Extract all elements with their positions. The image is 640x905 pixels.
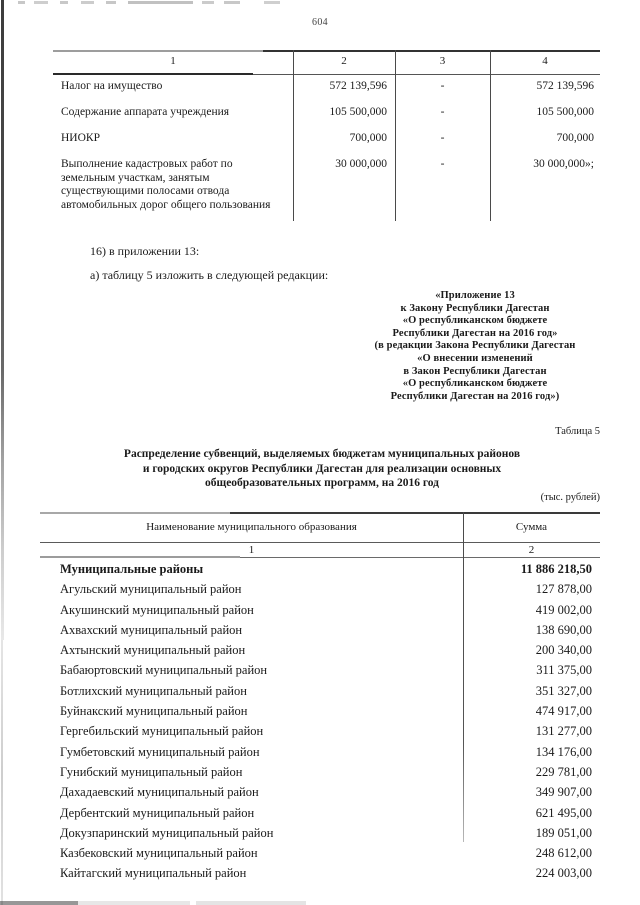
scan-artifact-bottom	[0, 901, 310, 905]
row-value: 621 495,00	[535, 805, 592, 820]
row-value-3: -	[440, 80, 445, 92]
table-row	[40, 724, 600, 744]
table-row	[40, 643, 600, 663]
row-value: 349 907,00	[535, 785, 592, 800]
row-value: 248 612,00	[535, 846, 592, 861]
row-name: Дахадаевский муниципальный район	[60, 785, 259, 800]
units-note: (тыс. рублей)	[540, 492, 600, 503]
table-row	[40, 684, 600, 704]
table-row	[40, 826, 600, 846]
row-value-2: 30 000,000	[335, 158, 387, 170]
table-body	[40, 562, 600, 887]
title-line-2: и городских округов Республики Дагестан для реализации основных	[142, 462, 502, 475]
row-name: Докузпаринский муниципальный район	[60, 825, 274, 840]
column-number-2: 2	[528, 544, 535, 556]
row-value-3: -	[440, 158, 445, 170]
row-name: Выполнение кадастровых работ по земельным участкам, занятым существующими полосами отвода автомобильных дорог общего пользования	[61, 158, 271, 211]
row-name: Содержание аппарата учреждения	[61, 106, 230, 118]
appendix-line-4: Республики Дагестан на 2016 год»	[392, 327, 558, 339]
row-name: Кайтагский муниципальный район	[60, 866, 247, 881]
row-name: Налог на имущество	[61, 80, 163, 92]
table-row	[40, 806, 600, 826]
row-value-3: -	[440, 132, 445, 144]
appendix-line-9: Республики Дагестан на 2016 год»)	[390, 390, 560, 402]
appendix-line-2: к Закону Республики Дагестан	[400, 302, 550, 314]
row-value: 474 917,00	[535, 704, 592, 719]
table-row	[40, 562, 600, 582]
row-value: 224 003,00	[535, 866, 592, 881]
table-top-border-fade	[40, 512, 230, 514]
table-row	[40, 846, 600, 866]
table-row	[40, 704, 600, 724]
row-name: НИОКР	[61, 132, 100, 144]
appendix-line-7: в Закон Республики Дагестан	[403, 365, 547, 377]
row-value: 131 277,00	[535, 724, 592, 739]
row-value-2: 572 139,596	[329, 80, 387, 92]
row-value: 189 051,00	[535, 825, 592, 840]
row-name: Бабаюртовский муниципальный район	[60, 663, 268, 678]
row-name: Муниципальные районы	[60, 562, 204, 576]
table-header-separator	[40, 542, 600, 543]
row-value-2: 105 500,000	[329, 106, 387, 118]
row-name: Казбековский муниципальный район	[60, 846, 258, 861]
page-title	[62, 447, 582, 491]
title-line-1: Распределение субвенций, выделяемых бюджетам муниципальных районов	[123, 448, 521, 460]
scan-edge-artifact-left	[1, 0, 4, 640]
appendix-line-6: «О внесении изменений	[417, 352, 533, 364]
column-header-3: 3	[439, 55, 446, 67]
row-name: Ахвахский муниципальный район	[60, 622, 243, 637]
row-name: Дербентский муниципальный район	[60, 805, 255, 820]
table-row	[40, 765, 600, 785]
table-row	[40, 785, 600, 805]
column-header-sum: Сумма	[515, 521, 548, 533]
column-number-1: 1	[248, 544, 255, 556]
column-header-1: 1	[170, 55, 176, 67]
scan-edge-artifact-left-lower	[1, 640, 3, 905]
row-name: Буйнакский муниципальный район	[60, 704, 248, 719]
scan-artifact-top	[18, 1, 286, 4]
row-value-2: 700,000	[349, 132, 387, 144]
row-value: 311 375,00	[536, 663, 592, 678]
column-header-2: 2	[341, 55, 347, 67]
table-row	[40, 866, 600, 886]
table-numbers-separator-fade	[40, 556, 240, 558]
row-value: 419 002,00	[535, 602, 592, 617]
table-header-separator-dark	[53, 73, 253, 75]
clause-16: 16) в приложении 13:	[90, 244, 200, 258]
title-line-3: общеобразовательных программ, на 2016 год	[204, 477, 439, 489]
row-value: 351 327,00	[535, 683, 592, 698]
appendix-line-5: (в редакции Закона Республики Дагестан	[374, 340, 576, 352]
appendix-line-3: «О республиканском бюджете	[402, 315, 548, 327]
row-name: Акушинский муниципальный район	[60, 602, 254, 617]
table-row	[40, 582, 600, 602]
table-label: Таблица 5	[555, 426, 600, 437]
table-row	[40, 663, 600, 683]
column-header-name: Наименование муниципального образования	[146, 521, 357, 533]
row-name: Ботлихский муниципальный район	[60, 683, 247, 698]
appendix-line-1: «Приложение 13	[435, 290, 515, 301]
table-row	[40, 623, 600, 643]
row-name: Агульский муниципальный район	[60, 582, 242, 597]
column-header-4: 4	[542, 55, 548, 67]
row-value-3: -	[440, 106, 445, 118]
appendix-reference-block	[330, 290, 620, 403]
table-row	[40, 745, 600, 765]
row-value: 229 781,00	[535, 764, 592, 779]
table-row	[40, 603, 600, 623]
row-value: 138 690,00	[535, 622, 592, 637]
row-value: 134 176,00	[535, 744, 592, 759]
row-value-4: 30 000,000»;	[533, 158, 594, 170]
appendix-line-8: «О республиканском бюджете	[402, 378, 548, 390]
row-value-4: 105 500,000	[536, 106, 594, 118]
table-top-border-fade	[53, 50, 263, 52]
row-value-4: 700,000	[556, 132, 594, 144]
row-name: Гумбетовский муниципальный район	[60, 744, 260, 759]
row-name: Гергебильский муниципальный район	[60, 724, 264, 739]
clause-16-a: а) таблицу 5 изложить в следующей редакции:	[90, 268, 329, 282]
row-value-4: 572 139,596	[536, 80, 594, 92]
row-value: 200 340,00	[535, 643, 592, 658]
row-name: Гунибский муниципальный район	[60, 764, 243, 779]
row-value: 127 878,00	[535, 582, 592, 597]
row-value: 11 886 218,50	[520, 562, 592, 576]
row-name: Ахтынский муниципальный район	[60, 643, 246, 658]
page-number: 604	[312, 17, 328, 28]
